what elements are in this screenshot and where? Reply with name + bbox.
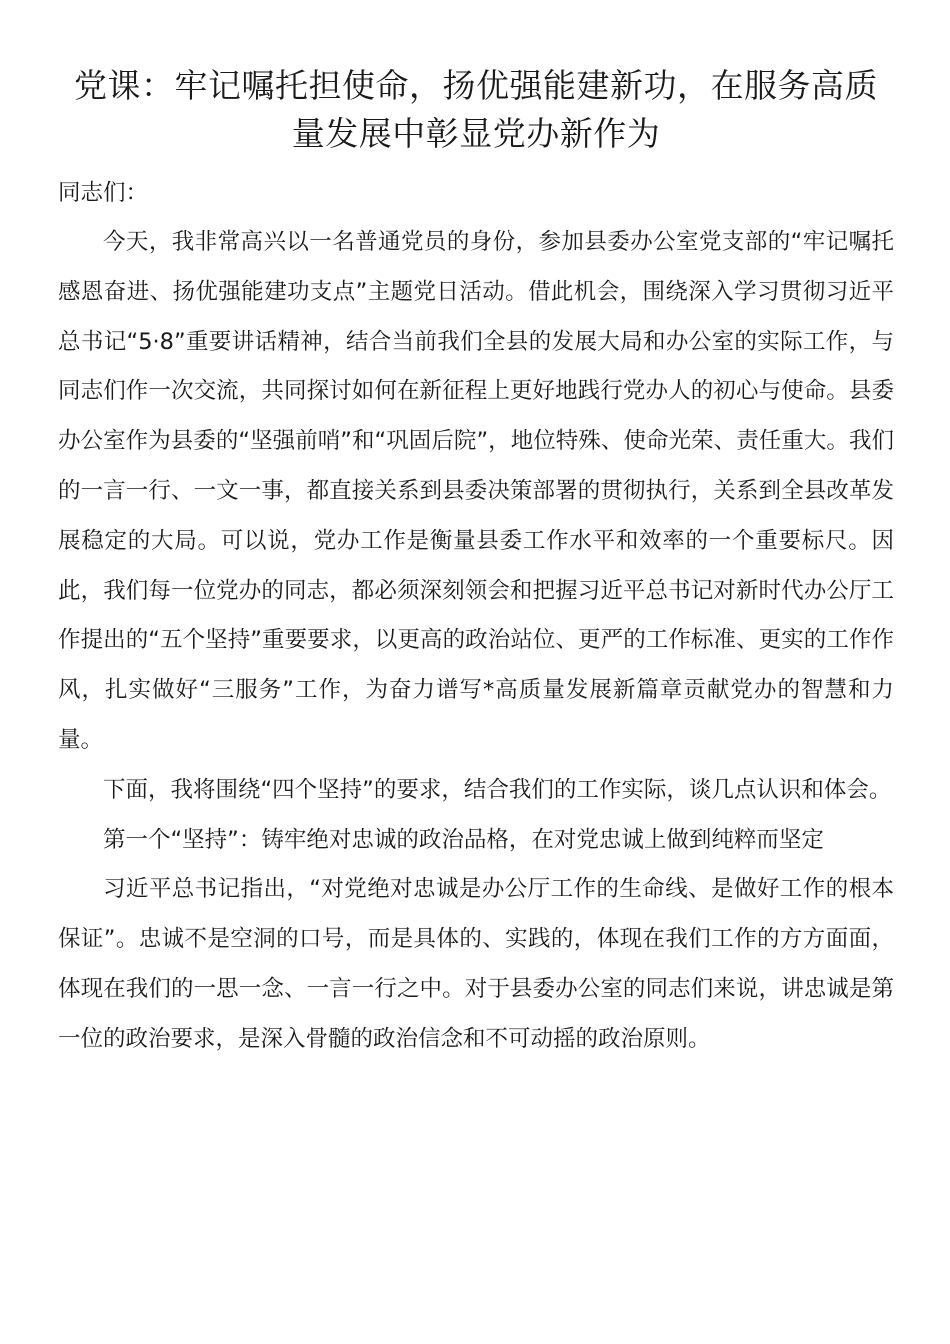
document-title: 党课：牢记嘱托担使命，扬优强能建新功，在服务高质量发展中彰显党办新作为 [74,66,878,153]
paragraph-intro: 今天，我非常高兴以一名普通党员的身份，参加县委办公室党支部的“牢记嘱托感恩奋进、扬优强能建功支点”主题党日活动。借此机会，围绕深入学习贯彻习近平总书记“5·8”重要讲话精神，结合当前我们全县的发展大局和办公室的实际工作，与同志们作一次交流，共同探讨如何在新征程上更好地践行党办人的初心与使命。县委办公室作为县委的“坚强前哨”和“巩固后院”，地位特殊、使命光荣、责任重大。我们的一言一行、一文一事，都直接关系到县委决策部署的贯彻执行，关系到全县改革发展稳定的大局。可以说，党办工作是衡量县委工作水平和效率的一个重要标尺。因此，我们每一位党办的同志，都必须深刻领会和把握习近平总书记对新时代办公厅工作提出的“五个坚持”重要要求，以更高的政治站位、更严的工作标准、更实的工作作风，扎实做好“三服务”工作，为奋力谱写*高质量发展新篇章贡献党办的智慧和力量。 [58,229,894,753]
document-page [58,62,894,1065]
paragraph-outline: 下面，我将围绕“四个坚持”的要求，结合我们的工作实际，谈几点认识和体会。 [103,776,892,803]
paragraph-loyalty: 习近平总书记指出，“对党绝对忠诚是办公厅工作的生命线、是做好工作的根本保证”。忠诚不是空洞的口号，而是具体的、实践的，体现在我们工作的方方面面，体现在我们的一思一念、一言一行之中。对于县委办公室的同志们来说，讲忠诚是第一位的政治要求，是深入骨髓的政治信念和不可动摇的政治原则。 [58,876,894,1052]
section-heading-first-persistence: 第一个“坚持”：铸牢绝对忠诚的政治品格，在对党忠诚上做到纯粹而坚定 [103,826,824,853]
greeting: 同志们： [58,180,149,206]
